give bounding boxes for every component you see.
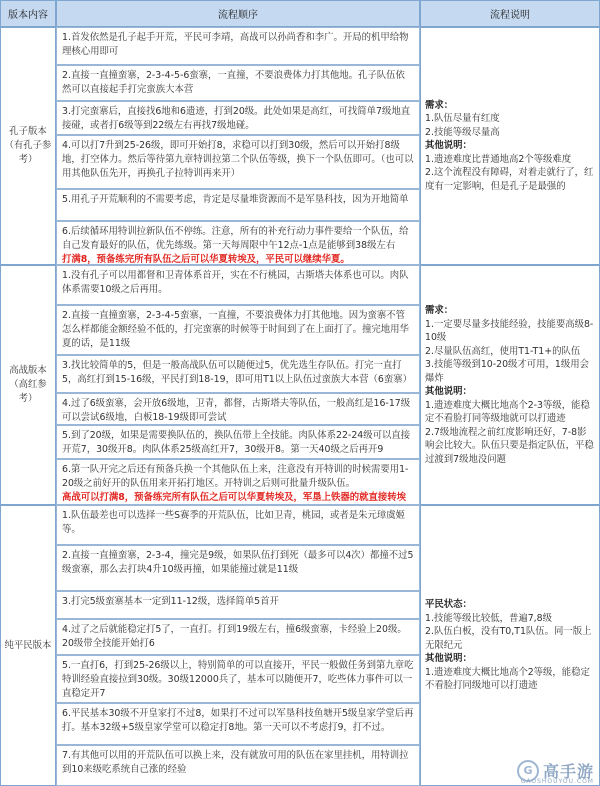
explain-line: 2.队伍白板，没有T0,T1队伍。同一版上无限纪元 (425, 626, 592, 651)
step-cell (56, 745, 420, 786)
step-text: 5.一直打6，打到25-26级以上，特别简单的可以直接开，平民一般做任务到第九章吃特训经验直接拉到30级。30级12000兵了，基本可以随便开7，吃些体力事件可以一直稳定开7 (62, 660, 414, 699)
step-highlight: 高战可以打满8，预备练完所有队伍之后可以华夏转埃及，军垦上铁器的就直接转埃 (62, 492, 407, 503)
step-text: 2.直接一直撞蛮寨，2-3-4-5-6蛮寨，一直撞，不要浪费体力打其他地。孔子队伍依然可以直接起手打完蛮族大本营 (62, 70, 405, 95)
header-explain: 流程说明 (420, 0, 600, 27)
step-text: 4.过了之后就能稳定打5了，一直打。打到19级左右，撞6级蛮寨，卡经验上20级。20级带全技能开始打6 (62, 624, 407, 649)
step-cell (56, 27, 420, 65)
explain-line: 2.这个流程没有障碍，对着走就行了，红度有一定影响，但是孔子是最强的 (425, 167, 594, 192)
explain-line: 1.遗迹难度比普通地高2个等级难度 (425, 153, 572, 165)
section-label: 孔子版本（有孔子参考） (0, 27, 56, 265)
explain-heading: 需求： (425, 305, 454, 316)
step-cell (56, 265, 420, 305)
step-text: 6.后续循环用特训拉新队伍不停练。注意，所有的补充行动力事件要给一个队伍，给自己发育最好的队伍，优先练级。第一天每周限中午12点-1点是能够到38级左右 (62, 226, 409, 251)
explain-line: 1.一定要尽量多技能经验，技能要高级8-10级 (425, 318, 594, 343)
step-text: 6.平民基本30级不开皇家打不过8，如果打不过可以军垦科技鱼塘开5级皇家学堂后再打。基本32级+5级皇家学堂可以稳定打8地。第一天可以不考虑打9，打不过。 (62, 708, 414, 733)
explain-line: 2.技能等级尽量高 (425, 126, 500, 138)
gaoshouyou-logo-icon: G (517, 760, 539, 782)
step-cell (56, 619, 420, 655)
explain-heading: 平民状态： (425, 599, 472, 611)
section-label: 高战版本（高红参考） (0, 265, 56, 505)
step-text: 1.队伍最差也可以选择一些S赛季的开荒队伍，比如卫青，桃园，或者是朱元璋虞姬等。 (62, 510, 406, 535)
header-flow: 流程顺序 (56, 0, 420, 27)
step-text: 6.第一队开完之后还有预备兵换一个其他队伍上来，注意没有开特训的时候需要用1-20级之前好开的队伍用来开拓打地区。开特训之后则可批量升级队伍。 (62, 464, 409, 489)
step-cell (56, 65, 420, 101)
step-text: 3.打完5级蛮寨基本一定到11-12级，选择简单5首开 (62, 596, 279, 607)
step-text: 5.用孔子开荒顺利的不需要考虑，肯定是尽量堆资源而不是军垦科技，因为开地简单 (62, 194, 409, 205)
step-cell (56, 305, 420, 355)
explain-line: 1.队伍尽量有红度 (425, 113, 500, 125)
step-cell (56, 459, 420, 505)
section-label: 纯平民版本 (0, 505, 56, 786)
explain-line: 1.遗迹难度大概比地高个2等级，能稳定不看脸打同级地可以打遗迹 (425, 666, 590, 692)
explain-cell (420, 505, 600, 786)
watermark (517, 759, 594, 785)
step-text: 2.直接一直撞蛮寨，2-3-4-5蛮寨，一直撞，不要浪费体力打其他地。因为蛮寨不管怎么样都能金额经验不低的，打完蛮寨的时候等于时间到了在上面打了。撞完地用华夏的话，是11级 (62, 310, 409, 349)
step-text: 3.打完蛮寨后，直接找6地和6遗迹，打到20级。此处如果是高红，可找简单7级地直接碰，或者打6级等到22级左右再找7级地碰。 (62, 106, 411, 131)
step-text: 3.找比较简单的5，但是一般高战队伍可以随便过5，优先选生存队伍。打完一直打5，高红打到15-16级，平民打到18-19，即可用T1以上队伍过蛮族大本营（6蛮寨） (62, 360, 412, 385)
step-text: 1.首发依然是孔子起手开荒，平民可李靖，高战可以孙尚香和李广。开局的机甲给物理核心用即可 (62, 32, 409, 57)
step-text: 4.可以打7升到25-26级，即可开始打8，求稳可以打到30级，然后可以开始打8级地，打空体力。然后等待第九章特训拉第二个队伍等级，换下一个队伍即可。（也可以用其他队伍先开，再换孔子拉特训再来开） (62, 140, 414, 179)
watermark-name: 高手游 (542, 762, 594, 781)
step-cell (56, 591, 420, 619)
explain-line: 1.技能等级比较低，普遍7,8级 (425, 612, 552, 624)
step-cell (56, 355, 420, 393)
explain-cell (420, 27, 600, 265)
step-cell (56, 655, 420, 703)
step-text: 2.直接一直撞蛮寨，2-3-4，撞完是9级，如果队伍打到死（最多可以4次）都撞不过5级蛮寨，那么去打块4升10级再撞，如果能撞过就是11级 (62, 550, 414, 575)
step-cell (56, 221, 420, 265)
header-version: 版本内容 (0, 0, 56, 27)
step-cell (56, 135, 420, 189)
step-text: 7.有其他可以用的开荒队伍可以换上来，没有就放可用的队伍在家里挂机，用特训拉到10来级吃系统自己涨的经验 (62, 750, 409, 775)
step-cell (56, 545, 420, 591)
step-highlight: 打满8，预备练完所有队伍之后可以华夏转埃及，平民可以继续华夏。 (62, 254, 350, 265)
step-text: 1.没有孔子可以用都督和卫青体系首开，实在不行桃园，古斯塔夫体系也可以。肉队体系需要10级之后再用。 (62, 270, 409, 295)
explain-line: 3.技能等级到10-20级才可用，1级用会爆炸 (425, 359, 590, 384)
explain-line: 2.7级地流程之前红度影响还好，7-8影响会比较大。队伍只要是指定队伍，平稳过渡到7级地没问题 (425, 426, 594, 465)
step-cell (56, 101, 420, 135)
explain-heading: 其他说明： (425, 140, 472, 152)
step-cell (56, 425, 420, 459)
step-cell (56, 393, 420, 425)
step-cell (56, 505, 420, 545)
explain-heading: 其他说明： (425, 386, 472, 397)
explain-heading: 其他说明： (425, 653, 472, 665)
explain-heading: 需求： (425, 99, 454, 111)
explain-line: 1.遗迹难度大概比地高个2-3等级，能稳定不看脸打同等级地就可以打遗迹 (425, 399, 590, 424)
watermark-domain: GAOSHOUYOU.COM (520, 778, 594, 785)
explain-line: 2.尽量队伍高红，使用T1-T1+的队伍 (425, 345, 581, 357)
explain-cell (420, 265, 600, 505)
step-cell (56, 703, 420, 745)
step-text: 5.到了20级，如果是需要换队伍的，换队伍带上全技能。肉队体系22-24级可以直接开荒7，30级开8。肉队体系25级高红开7，30级开8。第一天40级之后再开9 (62, 430, 411, 455)
step-cell (56, 189, 420, 221)
step-text: 4.过了6级蛮寨，会开放6级地，卫青，都督，古斯塔夫等队伍，一般高红是16-17级可以尝试6级地，白板18-19级即可尝试 (62, 398, 411, 423)
